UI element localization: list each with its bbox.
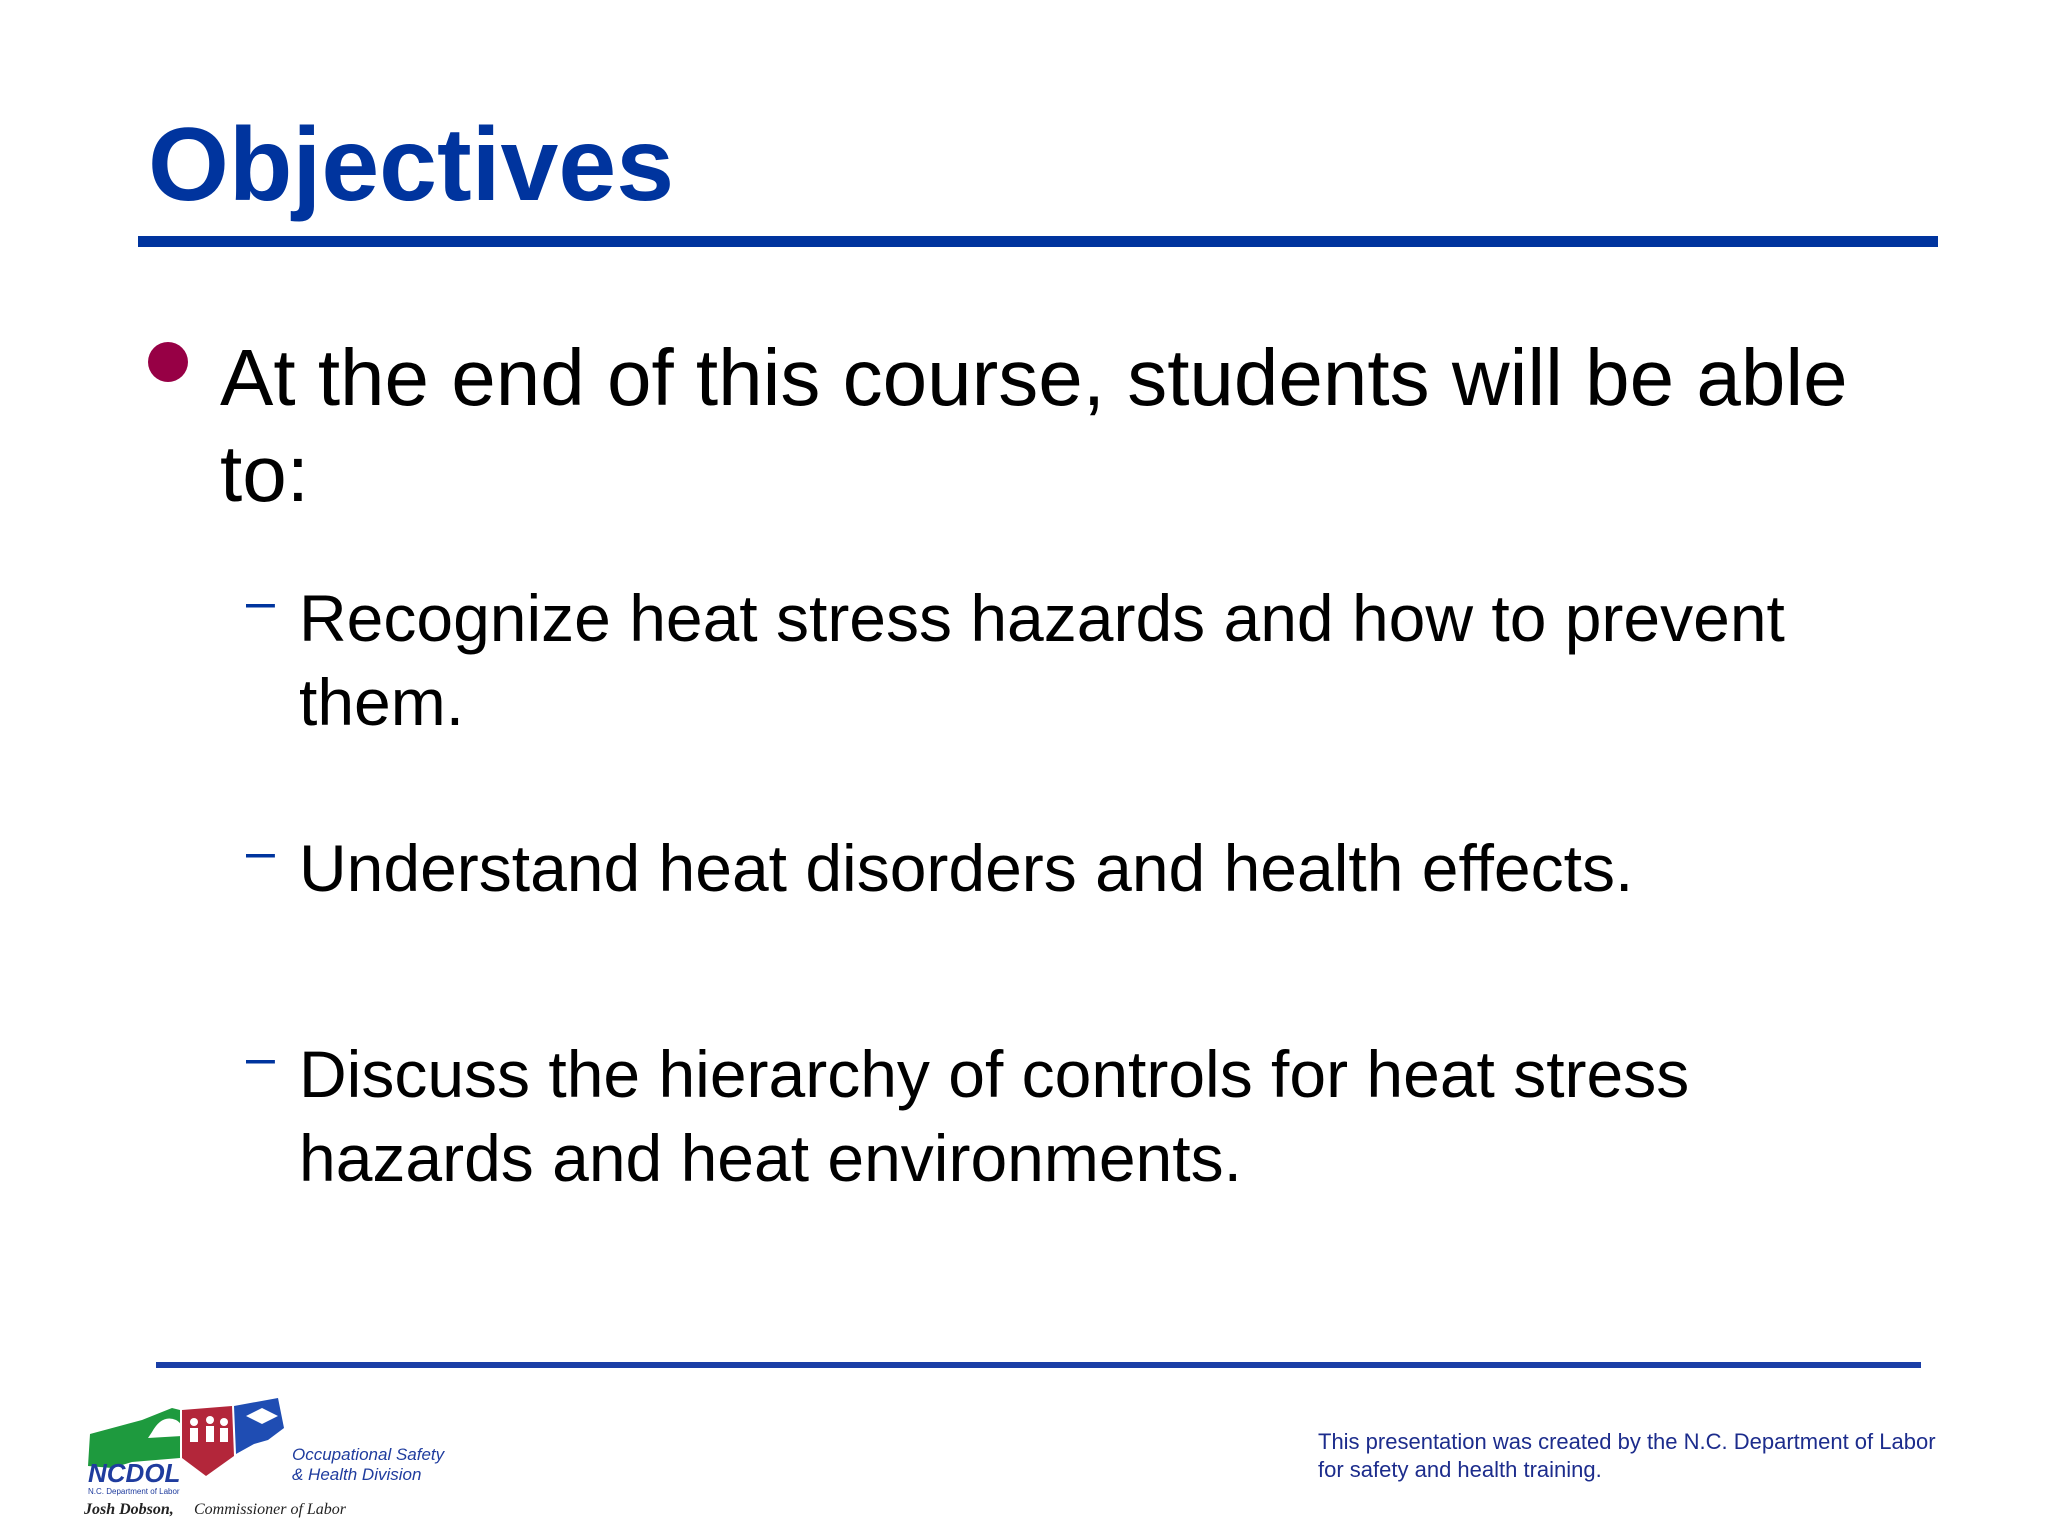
people-icon [190, 1416, 228, 1442]
footer-divider [156, 1362, 1921, 1368]
logo-agency: NCDOL [88, 1458, 181, 1488]
title-divider [138, 236, 1938, 247]
sub-bullet-text: Understand heat disorders and health effects. [299, 831, 1634, 905]
logo-division-line1: Occupational Safety [292, 1445, 445, 1464]
slide-title: Objectives [148, 107, 675, 223]
logo-commissioner-title: Commissioner of Labor [194, 1501, 347, 1518]
sub-bullet-text: Recognize heat stress hazards and how to prevent them. [299, 581, 1785, 739]
ncdol-logo [82, 1398, 482, 1530]
sub-bullet-discuss [246, 1029, 1906, 1200]
main-bullet-text: At the end of this course, students will be able to: [220, 333, 1848, 518]
sub-bullet-understand [246, 823, 1906, 910]
main-bullet [148, 330, 1908, 522]
sub-bullet-recognize [246, 573, 1906, 744]
logo-commissioner-name: Josh Dobson, [84, 1501, 174, 1518]
dash-icon: – [246, 823, 275, 881]
blue-state-icon [234, 1398, 284, 1454]
logo-agency-full: N.C. Department of Labor [88, 1487, 180, 1496]
dash-icon: – [246, 573, 275, 631]
dash-icon: – [246, 1029, 275, 1087]
logo-division-line2: & Health Division [292, 1465, 422, 1484]
bullet-dot-icon [148, 342, 188, 382]
footer-note: This presentation was created by the N.C. Department of Labor for safety and health training. [1318, 1429, 1936, 1482]
sub-bullet-text: Discuss the hierarchy of controls for heat stress hazards and heat environments. [299, 1037, 1690, 1195]
